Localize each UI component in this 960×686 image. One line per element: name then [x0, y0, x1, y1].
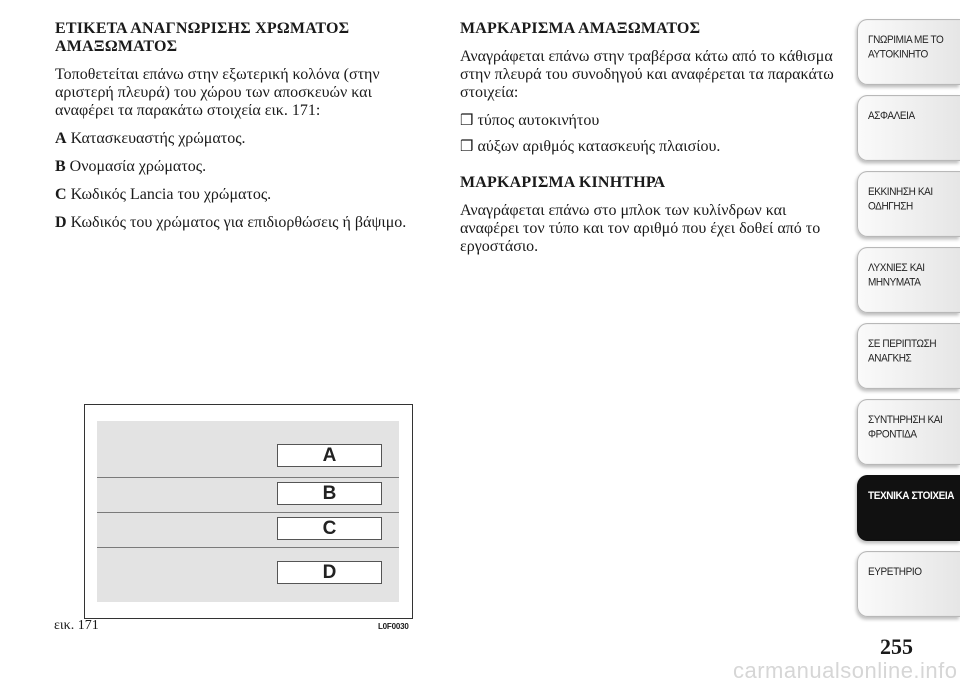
- checkbox-bullet-icon: ❒: [460, 113, 474, 129]
- field-a: A: [277, 444, 382, 467]
- tab-starting-driving[interactable]: ΕΚΚΙΝΗΣΗ ΚΑΙ ΟΔΗΓΗΣΗ: [857, 171, 960, 237]
- tab-emergency[interactable]: ΣΕ ΠΕΡΙΠΤΩΣΗ ΑΝΑΓΚΗΣ: [857, 323, 960, 389]
- divider: [97, 477, 399, 478]
- tab-technical-data[interactable]: ΤΕΧΝΙΚΑ ΣΤΟΙΧΕΙΑ: [857, 475, 960, 541]
- item-c-text: Κωδικός Lancia του χρώματος.: [70, 186, 272, 203]
- item-b-key: B: [55, 158, 66, 175]
- chassis-marking-intro: Αναγράφεται επάνω στην τραβέρσα κάτω από το κάθισμα στην πλευρά του συνοδηγού και αναφέρεται τα παρακάτω στοιχεία:: [460, 48, 834, 101]
- item-b-text: Ονομασία χρώματος.: [69, 158, 207, 175]
- item-c: [55, 186, 430, 204]
- tab-warning-lights[interactable]: ΛΥΧΝΙΕΣ ΚΑΙ ΜΗΝΥΜΑΤΑ: [857, 247, 960, 313]
- tab-index[interactable]: ΕΥΡΕΤΗΡΙΟ: [857, 551, 960, 617]
- item-a-key: A: [55, 130, 67, 147]
- engine-marking-heading: ΜΑΡΚΑΡΙΣΜΑ ΚΙΝΗΤΗΡΑ: [460, 174, 666, 191]
- tab-safety[interactable]: ΑΣΦΑΛΕΙΑ: [857, 95, 960, 161]
- divider: [97, 547, 399, 548]
- tab-maintenance[interactable]: ΣΥΝΤΗΡΗΣΗ ΚΑΙ ΦΡΟΝΤΙΔΑ: [857, 399, 960, 465]
- field-d: D: [277, 561, 382, 584]
- divider: [97, 512, 399, 513]
- item-d-text: Κωδικός του χρώματος για επιδιορθώσεις ή βάψιμο.: [70, 214, 407, 231]
- paint-label-heading: ΕΤΙΚΕΤΑ ΑΝΑΓΝΩΡΙΣΗΣ ΧΡΩΜΑΤΟΣ ΑΜΑΞΩΜΑΤΟΣ: [55, 20, 350, 55]
- right-column: [460, 20, 835, 266]
- page-number: 255: [880, 634, 913, 659]
- item-c-key: C: [55, 186, 67, 203]
- item-b: [55, 158, 430, 176]
- figure-caption: εικ. 171: [54, 618, 99, 633]
- left-column: [55, 20, 430, 242]
- figure-code: L0F0030: [378, 622, 409, 631]
- bullet-item: [460, 112, 835, 130]
- field-b: B: [277, 482, 382, 505]
- bullet-item: [460, 138, 835, 156]
- tab-getting-to-know[interactable]: ΓΝΩΡΙΜΙΑ ΜΕ ΤΟ ΑΥΤΟΚΙΝΗΤΟ: [857, 19, 960, 85]
- item-a: [55, 130, 430, 148]
- bullet-text: αύξων αριθμός κατασκευής πλαισίου.: [477, 138, 721, 155]
- engine-marking-text: Αναγράφεται επάνω στο μπλοκ των κυλίνδρων και αναφέρει τον τύπο και τον αριθμό που έχει δοθεί από το εργοστάσιο.: [460, 202, 821, 255]
- figure-paint-label: [84, 404, 413, 619]
- bullet-text: τύπος αυτοκινήτου: [477, 112, 600, 129]
- watermark: carmanualsonline.info: [733, 658, 958, 683]
- paint-label-intro: Τοποθετείται επάνω στην εξωτερική κολόνα (στην αριστερή πλευρά) του χώρου των αποσκευών και αναφέρει τα παρακάτω στοιχεία εικ. 171:: [55, 66, 380, 119]
- item-d-key: D: [55, 214, 67, 231]
- checkbox-bullet-icon: ❒: [460, 139, 474, 155]
- paint-label-illustration: [97, 421, 399, 602]
- item-d: [55, 214, 430, 232]
- item-a-text: Κατασκευαστής χρώματος.: [70, 130, 246, 147]
- field-c: C: [277, 517, 382, 540]
- chassis-marking-heading: ΜΑΡΚΑΡΙΣΜΑ ΑΜΑΞΩΜΑΤΟΣ: [460, 20, 701, 37]
